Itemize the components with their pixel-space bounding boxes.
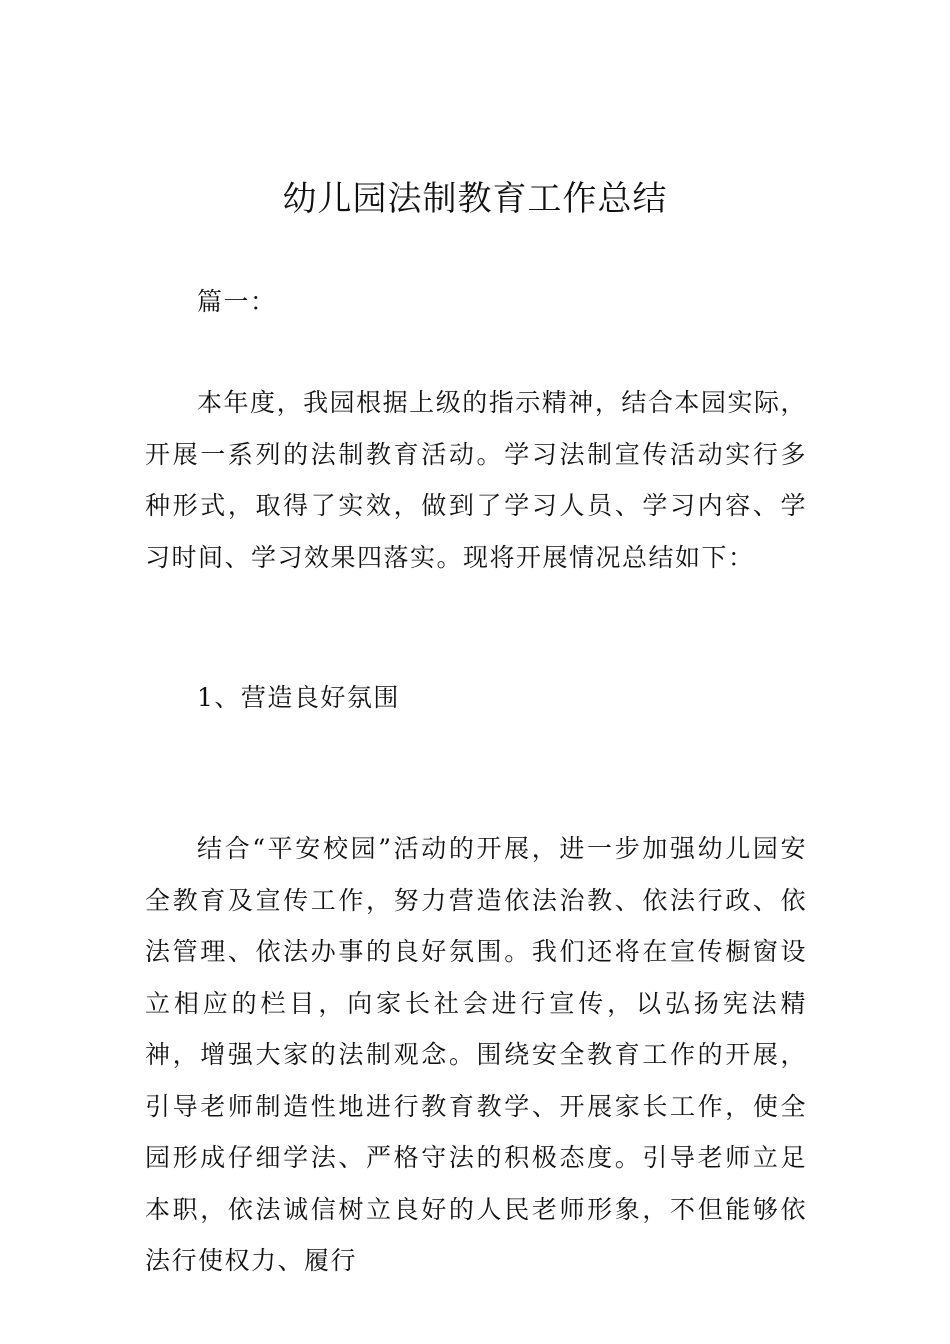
intro-paragraph: 本年度，我园根据上级的指示精神，结合本园实际，开展一系列的法制教育活动。学习法制宣传活动实行多种形式，取得了实效，做到了学习人员、学习内容、学习时间、学习效果四落实。现将开展情况总结如下： (145, 388, 807, 572)
section-label: 篇一： (197, 287, 277, 316)
section-heading-1: 1、营造良好氛围 (197, 683, 400, 712)
body-paragraph-2: 结合“平安校园”活动的开展，进一步加强幼儿园安全教育及宣传工作，努力营造依法治教、依法行政、依法管理、依法办事的良好氛围。我们还将在宣传橱窗设立相应的栏目，向家长社会进行宣传，以弘扬宪法精神，增强大家的法制观念。围绕安全教育工作的开展，引导老师制造性地进行教育教学、开展家长工作，使全园形成仔细学法、严格守法的积极态度。引导老师立足本职，依法诚信树立良好的人民老师形象，不但能够依法行使权力、履行 (145, 834, 807, 1275)
document-title: 幼儿园法制教育工作总结 (282, 179, 668, 219)
